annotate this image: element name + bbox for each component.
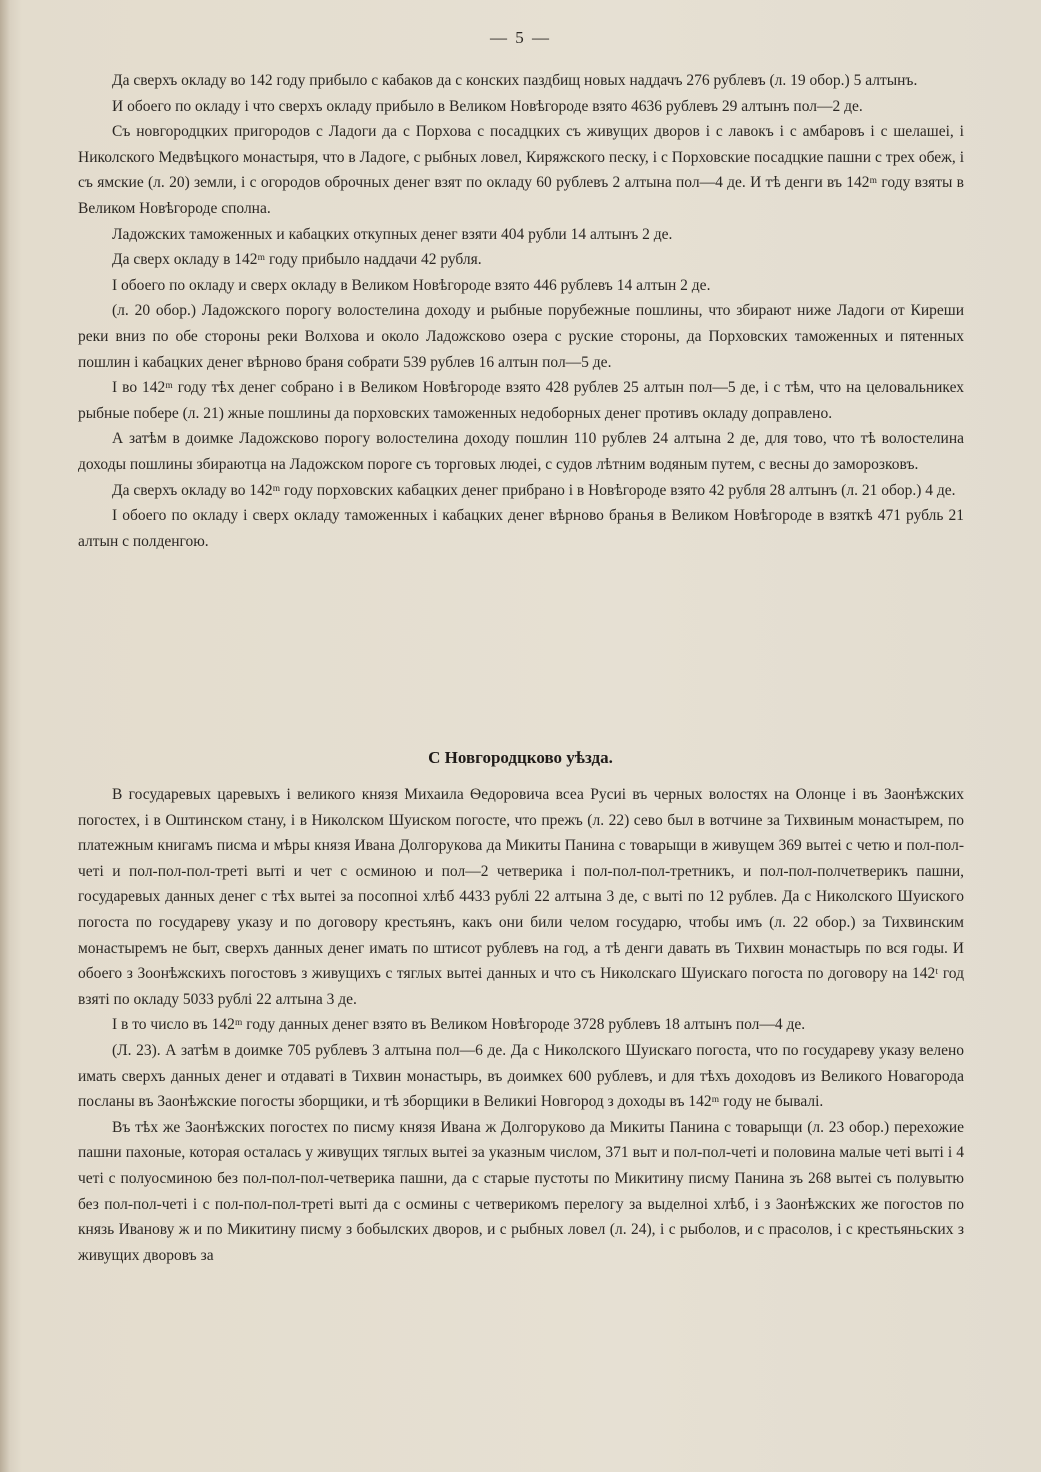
paragraph: Въ тѣх же Заонѣжских погостех по писму князя Ивана ж Долгоруково да Микиты Панина с товарыщи (л. 23 обор.) перехожие пашни пахоные, которая осталась у живущих тяглых вытеі за указным числом, 371 выт и пол-пол-четі и половина малые четі выті і 4 четі с полуосминою без пол-пол-пол-четверика пашни, да с старые пустоты по Микитину писму Панина зъ 268 вытеі съ полувытю без пол-пол-четі і с пол-пол-пол-треті выті да с осмины с четверикомъ перелогу за выделноі хлѣб, і з Заонѣжских же погостов по князь Иванову ж и по Микитину писму з бобылских дворов, и с рыбных ловел (л. 24), і с рыболов, и с прасолов, і с крестьяньских з живущих дворовъ за — [78, 1118, 964, 1264]
paragraph: І во 142ᵐ году тѣх денег собрано і в Великом Новѣгороде взято 428 рублев 25 алтын пол—5 де, і с тѣм, что на целовальникех рыбные побере (л. 21) жные пошлины да порховских таможенных недоборных денег противъ окладу доправлено. — [78, 379, 964, 422]
paragraph: (л. 20 обор.) Ладожского порогу волостелина доходу и рыбные порубежные пошлины, что збирают ниже Ладоги от Киреши реки вниз по обе стороны реки Волхова и около Ладожсково озера с руские стороны, да Порховских таможенных и пятенных пошлин і кабацких денег вѣрново браня собрати 539 рублев 16 алтын пол—5 де. — [78, 302, 964, 371]
paragraph: Да сверхъ окладу во 142ᵐ году порховских кабацких денег прибрано і в Новѣгороде взято 42 рубля 28 алтынъ (л. 21 обор.) 4 де. — [112, 481, 956, 499]
paragraph: Ладожских таможенных и кабацких откупных денег взяти 404 рубли 14 алтынъ 2 де. — [112, 225, 673, 243]
paragraph: (Л. 23). А затѣм в доимке 705 рублевъ 3 алтына пол—6 де. Да с Николского Шуискаго погоста, что по государеву указу велено имать сверхъ данных денег и отдаваті в Тихвин монастырь, въ доимкех 600 рублевъ, и для тѣхъ доходовъ из Великого Новагорода посланы въ Заонѣжские погосты зборщики, и тѣ зборщики в Великиі Новгород з доходы въ 142ᵐ году не бывалі. — [78, 1041, 964, 1111]
text-section-1 — [78, 68, 964, 554]
paragraph: И обоего по окладу і что сверхъ окладу прибыло в Великом Новѣгороде взято 4636 рублевъ 29 алтынъ пол—2 де. — [112, 97, 863, 115]
paragraph: В государевых царевыхъ і великого князя Михаила Ѳедоровича всеа Русиі въ черных волостях на Олонце і въ Заонѣжских погостех, і в Оштинском стану, і в Николском Шуиском погосте, что прежъ (л. 22) сево был в вотчине за Тихвиным монастырем, по платежным книгамъ писма и мѣры князя Ивана Долгорукова да Микиты Панина с товарыщи в живущем 369 вытеі с четю и пол-пол-четі и пол-пол-пол-треті выті и чет с осминою и пол—2 четверика і пол-пол-пол-третникъ, и пол-пол-полчетверикъ пашни, государевых данных денег с тѣх вытеі за посопноі хлѣб 4433 рублі 22 алтына 3 де, с выті по 12 рублев. Да с Николского Шуиского погоста по государеву указу и по договору крестьянъ, какъ они били челом государю, чтобы имъ (л. 22 обор.) за Тихвинским монастыремъ не быт, сверхъ данных денег имать по штисот рублевъ на год, а тѣ денги давать въ Тихвин монастырь по вся годы. И обоего з Зоонѣжскихъ погостовъ з живущихъ с тяглых вытеі данных и что съ Николскаго Шуискаго погоста по договору на 142ᵗ год взяті по окладу 5033 рублі 22 алтына 3 де. — [78, 786, 964, 1008]
paragraph: І обоего по окладу и сверх окладу в Великом Новѣгороде взято 446 рублевъ 14 алтын 2 де. — [112, 276, 711, 294]
paragraph: Съ новгородцких пригородов с Ладоги да с Порхова с посадцких съ живущих дворов і с лавокъ і с амбаровъ і с шелашеі, і Николского Медвѣцкого монастыря, что в Ладоге, с рыбных ловел, Киряжского песку, і с Порховские посадцкие пашни с трех обеж, і съ ямские (л. 20) земли, і с огородов оброчных денег взят по окладу 60 рублевъ 2 алтына пол—4 де. И тѣ денги въ 142ᵐ году взяты в Великом Новѣгороде сполна. — [78, 123, 964, 217]
paragraph: І в то число въ 142ᵐ году данных денег взято въ Великом Новѣгороде 3728 рублевъ 18 алтынъ пол—4 де. — [112, 1016, 806, 1034]
paragraph: Да сверх окладу в 142ᵐ году прибыло наддачи 42 рубля. — [112, 251, 482, 269]
paragraph: Да сверхъ окладу во 142 году прибыло с кабаков да с конских паздбищ новых наддачъ 276 рублевъ (л. 19 обор.) 5 алтынъ. — [112, 72, 918, 89]
section-heading: С Новгородцково уѣзда. — [428, 748, 613, 767]
paragraph: І обоего по окладу і сверх окладу таможенных і кабацких денег вѣрново бранья в Великом Новѣгороде в взяткѣ 471 рубль 21 алтын с полденгою. — [78, 507, 964, 550]
page-number: — 5 — — [490, 28, 551, 47]
text-section-2 — [78, 782, 964, 1268]
paragraph: А затѣм в доимке Ладожсково порогу волостелина доходу пошлин 110 рублев 24 алтына 2 де, для тово, что тѣ волостелина доходы пошлины збираютца на Ладожском пороге съ торговых людеі, с судов лѣтним водяным путем, с весны до заморозковъ. — [78, 430, 964, 473]
